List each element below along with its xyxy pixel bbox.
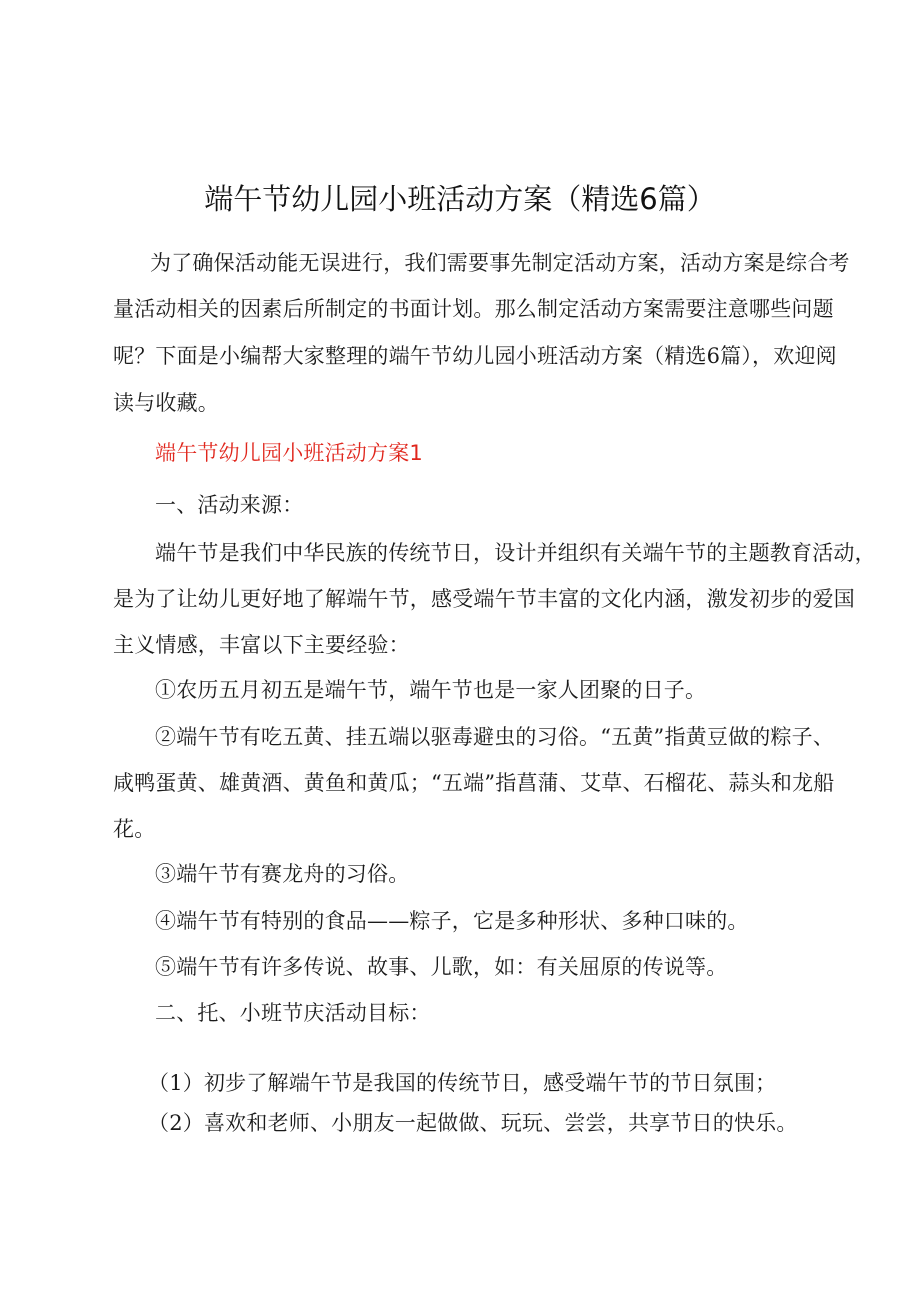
list-item-2-line: ②端午节有吃五黄、挂五端以驱毒避虫的习俗。“五黄”指黄豆做的粽子、 bbox=[155, 725, 835, 749]
paragraph-line: 是为了让幼儿更好地了解端午节，感受端午节丰富的文化内涵，激发初步的爱国 bbox=[113, 587, 855, 611]
intro-line: 读与收藏。 bbox=[113, 391, 219, 415]
list-item-4: ④端午节有特别的食品——粽子，它是多种形状、多种口味的。 bbox=[155, 909, 749, 933]
intro-line: 呢？下面是小编帮大家整理的端午节幼儿园小班活动方案（精选6篇），欢迎阅 bbox=[113, 344, 837, 368]
intro-line: 为了确保活动能无误进行，我们需要事先制定活动方案，活动方案是综合考 bbox=[150, 251, 850, 275]
section-heading: 端午节幼儿园小班活动方案1 bbox=[155, 441, 423, 465]
paragraph-line: 主义情感，丰富以下主要经验： bbox=[113, 633, 410, 657]
list-item-2-line: 花。 bbox=[113, 817, 156, 841]
intro-line: 量活动相关的因素后所制定的书面计划。那么制定活动方案需要注意哪些问题 bbox=[113, 297, 834, 321]
list-item-1: ①农历五月初五是端午节，端午节也是一家人团聚的日子。 bbox=[155, 678, 707, 702]
goal-item: （2）喜欢和老师、小朋友一起做做、玩玩、尝尝，共享节日的快乐。 bbox=[148, 1111, 798, 1135]
list-item-2-line: 咸鸭蛋黄、雄黄酒、黄鱼和黄瓜；“五端”指菖蒲、艾草、石榴花、蒜头和龙船 bbox=[113, 771, 835, 795]
heading-activity-source: 一、活动来源： bbox=[155, 493, 304, 517]
paragraph-line: 端午节是我们中华民族的传统节日，设计并组织有关端午节的主题教育活动， bbox=[155, 541, 876, 565]
list-item-5: ⑤端午节有许多传说、故事、儿歌，如：有关屈原的传说等。 bbox=[155, 955, 728, 979]
goal-item: （1）初步了解端午节是我国的传统节日，感受端午节的节日氛围； bbox=[148, 1071, 777, 1095]
heading-goals: 二、托、小班节庆活动目标： bbox=[155, 1001, 431, 1025]
list-item-3: ③端午节有赛龙舟的习俗。 bbox=[155, 862, 410, 886]
document-title: 端午节幼儿园小班活动方案（精选6篇） bbox=[204, 182, 716, 216]
